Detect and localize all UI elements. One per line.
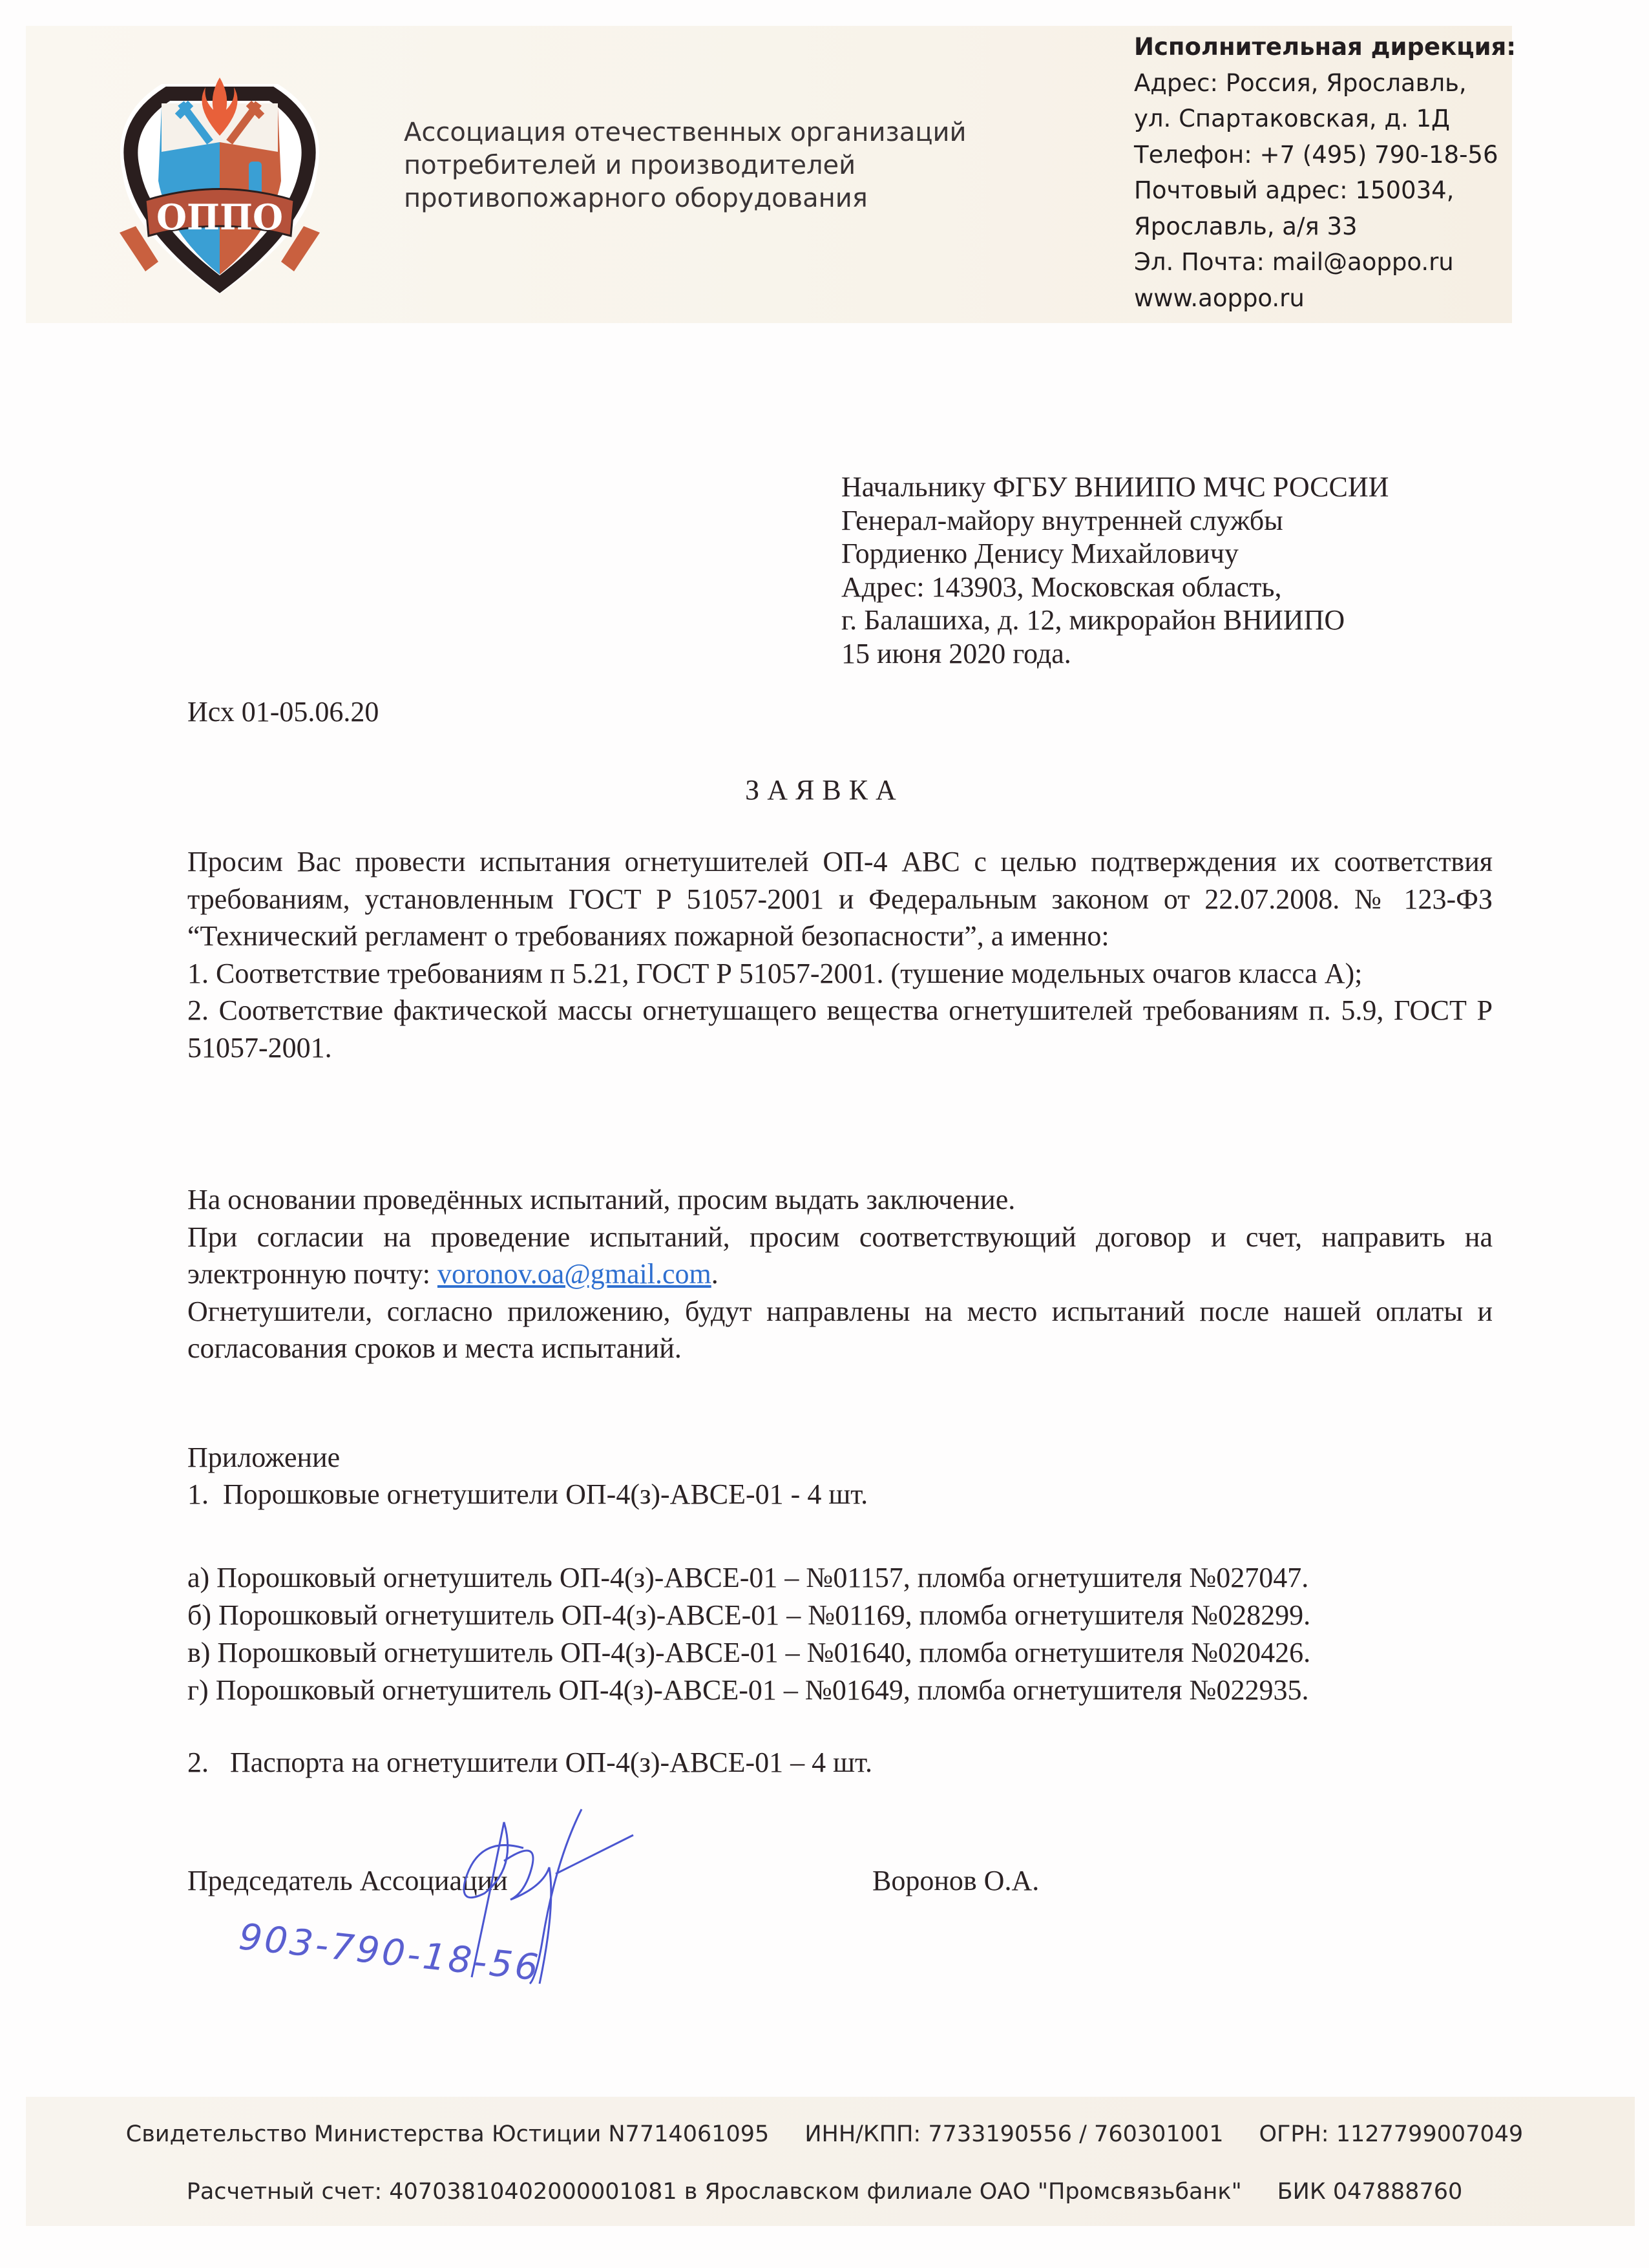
addressee-line: Адрес: 143903, Московская область, (841, 571, 1282, 603)
contract-request-suffix: . (711, 1258, 719, 1290)
contact-address-line: Адрес: Россия, Ярославль, (1134, 68, 1467, 97)
organization-name (404, 116, 966, 215)
request-body (187, 843, 1493, 1066)
contact-phone: Телефон: +7 (495) 790-18-56 (1134, 140, 1498, 169)
addressee-block (841, 470, 1389, 670)
org-name-line: потребителей и производителей (404, 151, 856, 180)
footer-band (26, 2097, 1635, 2226)
list-item: в) Порошковый огнетушитель ОП-4(з)-АВСЕ-01 – №01640, пломба огнетушителя №020426. (187, 1637, 1311, 1668)
requirement-item: 2. Соответствие фактической массы огнетушащего вещества огнетушителей требованиям п. 5.9, ГОСТ Р 51057-2001. (187, 994, 1493, 1064)
contact-email: Эл. Почта: mail@aoppo.ru (1134, 248, 1454, 276)
org-name-line: Ассоциация отечественных организаций (404, 118, 967, 147)
contract-request (187, 1219, 1493, 1293)
footer-registration-line (0, 2121, 1649, 2147)
contact-block (1134, 29, 1516, 316)
letter-date: 15 июня 2020 года. (841, 637, 1071, 669)
appendix-item-2: 2. Паспорта на огнетушители ОП-4(з)-АВСЕ-01 – 4 шт. (187, 1747, 872, 1778)
contract-request-text: При согласии на проведение испытаний, просим соответствующий договор и счет, направить на электронную почту: (187, 1221, 1493, 1290)
appendix-item-1: 1. Порошковые огнетушители ОП-4(з)-АВСЕ-01 - 4 шт. (187, 1478, 868, 1510)
footer-certificate: Свидетельство Министерства Юстиции N7714061095 (125, 2121, 770, 2147)
appendix-header (187, 1439, 868, 1513)
document-title: ЗАЯВКА (745, 774, 904, 806)
request-details (187, 1181, 1493, 1367)
appendix-heading: Приложение (187, 1442, 341, 1473)
signatory-name: Воронов О.А. (872, 1865, 1040, 1896)
addressee-line: Гордиенко Денису Михайловичу (841, 538, 1239, 569)
footer-inn-kpp: ИНН/КПП: 7733190556 / 760301001 (804, 2121, 1224, 2147)
conclusion-request: На основании проведённых испытаний, просим выдать заключение. (187, 1184, 1016, 1215)
contact-street-line: ул. Спартаковская, д. 1Д (1134, 105, 1450, 132)
handwritten-phone: 903-790-18-56 (236, 1916, 543, 1990)
list-item: б) Порошковый огнетушитель ОП-4(з)-АВСЕ-01 – №01169, пломба огнетушителя №028299. (187, 1599, 1311, 1631)
addressee-line: г. Балашиха, д. 12, микрорайон ВНИИПО (841, 604, 1345, 636)
footer-bik: БИК 047888760 (1277, 2179, 1463, 2205)
email-link[interactable]: voronov.oa@gmail.com (437, 1258, 711, 1290)
list-item: а) Порошковый огнетушитель ОП-4(з)-АВСЕ-01 – №01157, пломба огнетушителя №027047. (187, 1562, 1309, 1593)
signatory-title: Председатель Ассоциации (187, 1865, 508, 1896)
contact-website: www.aoppo.ru (1134, 284, 1305, 312)
requirement-item: 1. Соответствие требованиям п 5.21, ГОСТ Р 51057-2001. (тушение модельных очагов класса А); (187, 957, 1363, 989)
org-name-line: противопожарного оборудования (404, 184, 868, 213)
contact-postal-address: Почтовый адрес: 150034, (1134, 176, 1455, 204)
footer-bank-line (0, 2179, 1649, 2205)
contact-heading: Исполнительная дирекция: (1134, 33, 1517, 61)
extinguisher-list (187, 1559, 1310, 1709)
request-intro: Просим Вас провести испытания огнетушителей ОП-4 АВС с целью подтверждения их соответствия требованиям, установленным ГОСТ Р 51057-2001 и Федеральным законом от 22.07.2008. № 123-ФЗ “Технический регламент о требованиях пожарной безопасности”, а именно: (187, 846, 1493, 952)
addressee-line: Начальнику ФГБУ ВНИИПО МЧС РОССИИ (841, 471, 1389, 503)
footer-ogrn: ОГРН: 1127799007049 (1259, 2121, 1524, 2147)
list-item: г) Порошковый огнетушитель ОП-4(з)-АВСЕ-01 – №01649, пломба огнетушителя №022935. (187, 1674, 1309, 1706)
oppo-logo (84, 39, 355, 297)
shipping-note: Огнетушители, согласно приложению, будут направлены на место испытаний после нашей оплаты и согласования сроков и места испытаний. (187, 1295, 1493, 1364)
addressee-line: Генерал-майору внутренней службы (841, 504, 1283, 536)
outgoing-number: Исх 01-05.06.20 (187, 696, 379, 728)
logo-text: ОППО (156, 196, 284, 238)
footer-account: Расчетный счет: 40703810402000001081 в Ярославском филиале ОАО "Промсвязьбанк" (186, 2179, 1242, 2205)
contact-po-box: Ярославль, а/я 33 (1134, 212, 1358, 240)
